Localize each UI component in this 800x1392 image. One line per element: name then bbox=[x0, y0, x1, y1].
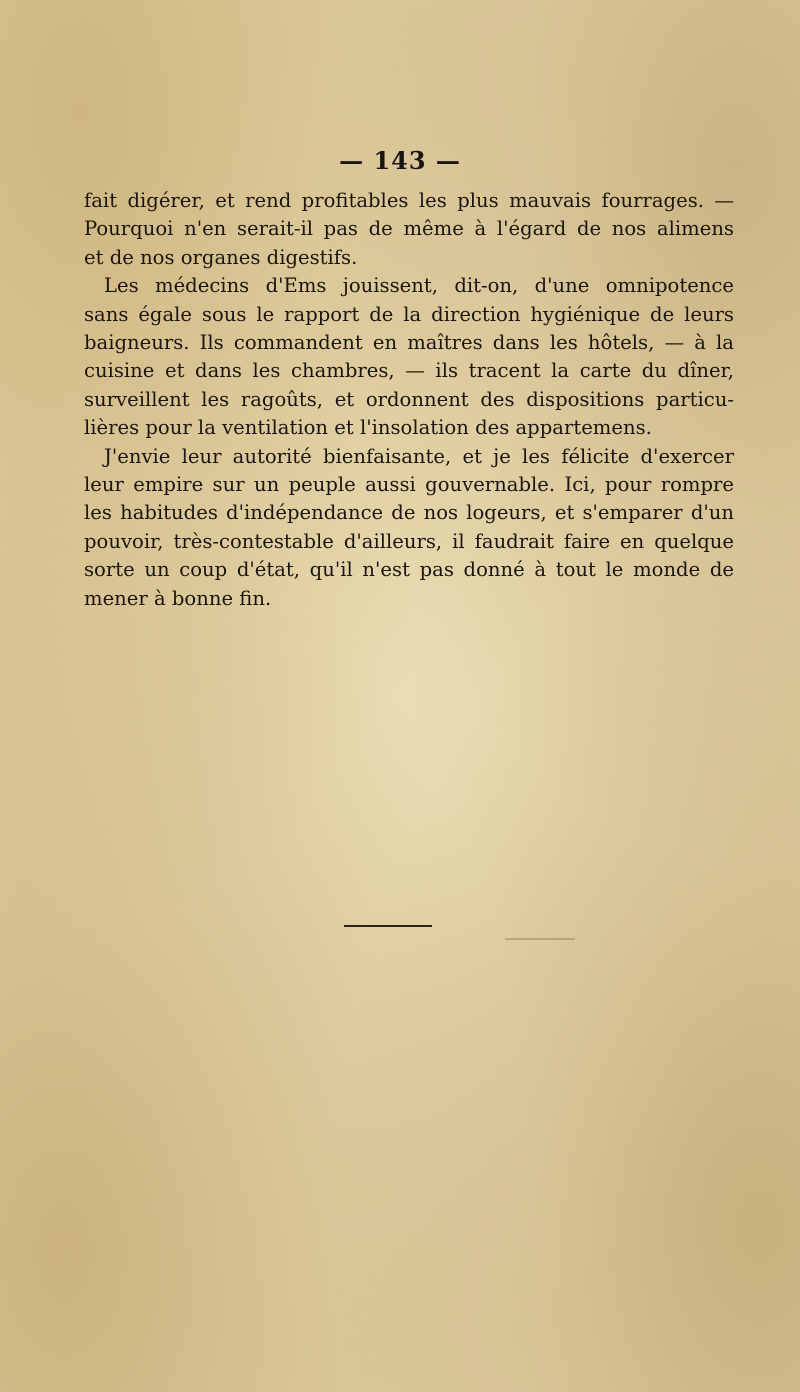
text-line: cuisine et dans les chambres, — ils tracent la carte du dîner, bbox=[84, 359, 734, 383]
paper-smudge bbox=[505, 938, 575, 940]
text-line: pouvoir, très-contestable d'ailleurs, il faudrait faire en quelque bbox=[84, 529, 734, 553]
text-line: fait digérer, et rend profitables les plus mauvais fourrages. — bbox=[84, 189, 734, 212]
text-line: et de nos organes digestifs. bbox=[84, 245, 358, 269]
text-line: les habitudes d'indépendance de nos logeurs, et s'emparer d'un bbox=[84, 501, 734, 525]
text-line: surveillent les ragoûts, et ordonnent des dispositions particu- bbox=[84, 387, 734, 411]
text-line: Les médecins d'Ems jouissent, dit-on, d'une omnipotence bbox=[104, 274, 734, 298]
section-divider-rule bbox=[344, 925, 432, 927]
page-number: — 143 — bbox=[339, 146, 461, 175]
text-line: lières pour la ventilation et l'insolation des appartemens. bbox=[84, 416, 652, 440]
text-line: J'envie leur autorité bienfaisante, et je les félicite d'exercer bbox=[104, 444, 734, 468]
text-line: sans égale sous le rapport de la direction hygiénique de leurs bbox=[84, 302, 734, 326]
text-line: baigneurs. Ils commandent en maîtres dans les hôtels, — à la bbox=[84, 331, 734, 355]
text-line: mener à bonne fin. bbox=[84, 586, 272, 610]
body-text bbox=[84, 187, 734, 613]
text-line: sorte un coup d'état, qu'il n'est pas donné à tout le monde de bbox=[84, 558, 734, 582]
text-line: Pourquoi n'en serait-il pas de même à l'égard de nos alimens bbox=[84, 217, 734, 241]
text-line: leur empire sur un peuple aussi gouvernable. Ici, pour rompre bbox=[84, 473, 734, 497]
